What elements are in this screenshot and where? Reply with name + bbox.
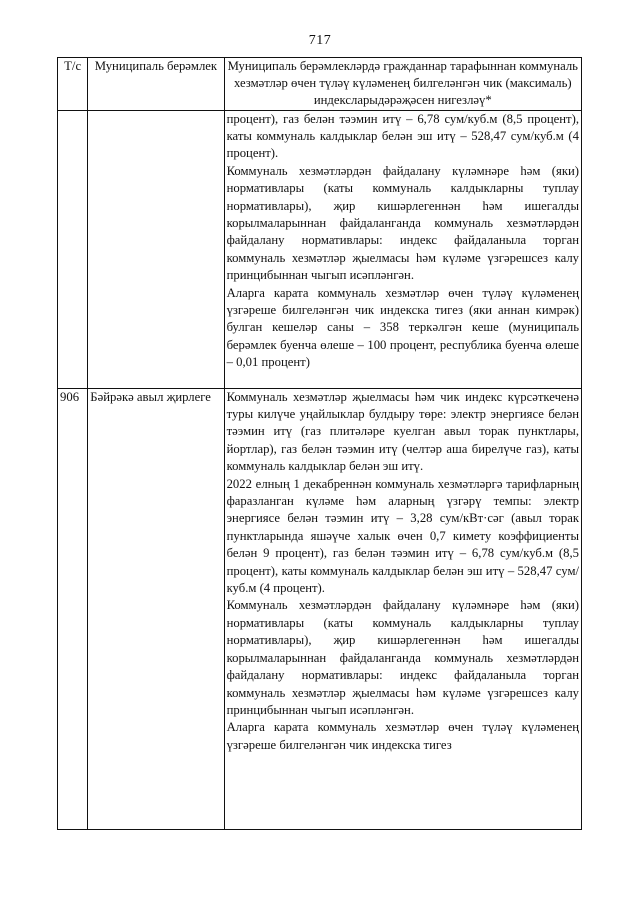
row-description: [224, 110, 581, 388]
row-description: [224, 388, 581, 829]
row-number: 906: [58, 388, 88, 829]
row-paragraph: Аларга карата коммуналь хезмәтләр өчен түләү күләменең үзгәреше билгеләнгән чик индекска тигез: [226, 720, 579, 752]
row-number: [58, 110, 88, 388]
row-paragraph: Коммуналь хезмәтләрдән файдалану күләмнәре һәм (яки) нормативлары (каты коммуналь калдыкларны туплау нормативлары), җир кишәрлегеннән һәм ишегалды корылмаларыннан файдаланганда коммуналь хезмәтләрдән файдалану нормативлары: индекс файдаланыла торган коммуналь хезмәтләр җыелмасы һәм күләме үзгәрешсез калу принцибыннан чыгып исәпләнгән.: [226, 598, 579, 717]
header-number: Т/с: [58, 58, 88, 111]
row-paragraph: процент), газ белән тәэмин итү – 6,78 сум/куб.м (8,5 процент), каты коммуналь калдыклар белән эш итү – 528,47 сум/куб.м (4 процент).: [226, 111, 579, 161]
row-municipality: [88, 110, 224, 388]
tariff-index-table: [57, 57, 582, 830]
row-paragraph: Коммуналь хезмәтләрдән файдалану күләмнәре һәм (яки) нормативлары (каты коммуналь калдыкларны туплау нормативлары), җир кишәрлегеннән һәм ишегалды корылмаларыннан файдаланганда коммуналь хезмәтләрдән файдалану нормативлары: индекс файдаланыла торган коммуналь хезмәтләр җыелмасы һәм күләме үзгәрешсез калу принцибыннан чыгып исәпләнгән.: [226, 163, 579, 283]
table-row: [58, 388, 582, 829]
table-row: [58, 110, 582, 388]
table-header-row: [58, 58, 582, 111]
row-paragraph: 2022 елның 1 декабреннән коммуналь хезмәтләргә тарифларның фаразланган күләме һәм аларның үзгәрү темпы: электр энергиясе белән тәэмин итү – 3,28 сум/кВт·сәг (авыл торак пунктларында яшәүче халык өчен 0,7 кимету коэффициенты белән 9 процент), газ белән тәэмин итү – 6,78 сум/куб.м (8,5 процент), каты коммуналь калдыклар белән эш итү – 528,47 сум/куб.м (4 процент).: [226, 476, 579, 596]
row-paragraph: Аларга карата коммуналь хезмәтләр өчен түләү күләменең үзгәреше билгеләнгән чик индекска тигез (яки аннан кимрәк) булган кешеләр саны – 358 теркәлгән кеше (муниципаль берәмлек буенча өлеше – 100 процент, республика буенча өлеше – 0,01 процент): [226, 285, 579, 370]
row-municipality: Бәйрәкә авыл җирлеге: [88, 388, 224, 829]
header-description: Муниципаль берәмлекләрдә гражданнар тарафыннан коммуналь хезмәтләр өчен түләү күләменең билгеләнгән чик (максималь) индексларыдәрәҗәсен нигезләү*: [224, 58, 581, 111]
header-municipality: Муниципаль берәмлек: [88, 58, 224, 111]
page-number: 717: [308, 33, 332, 48]
row-paragraph: Коммуналь хезмәтләр җыелмасы һәм чик индекс күрсәткеченә туры килүче уңайлыклар булдыру төре: электр энергиясе белән тәэмин итү (газ плитәләре куелган авыл торак пунктлары, йортлар), газ белән тәэмин итү (челтәр аша бирелүче газ), каты коммуналь калдыклар белән эш итү.: [226, 389, 579, 474]
